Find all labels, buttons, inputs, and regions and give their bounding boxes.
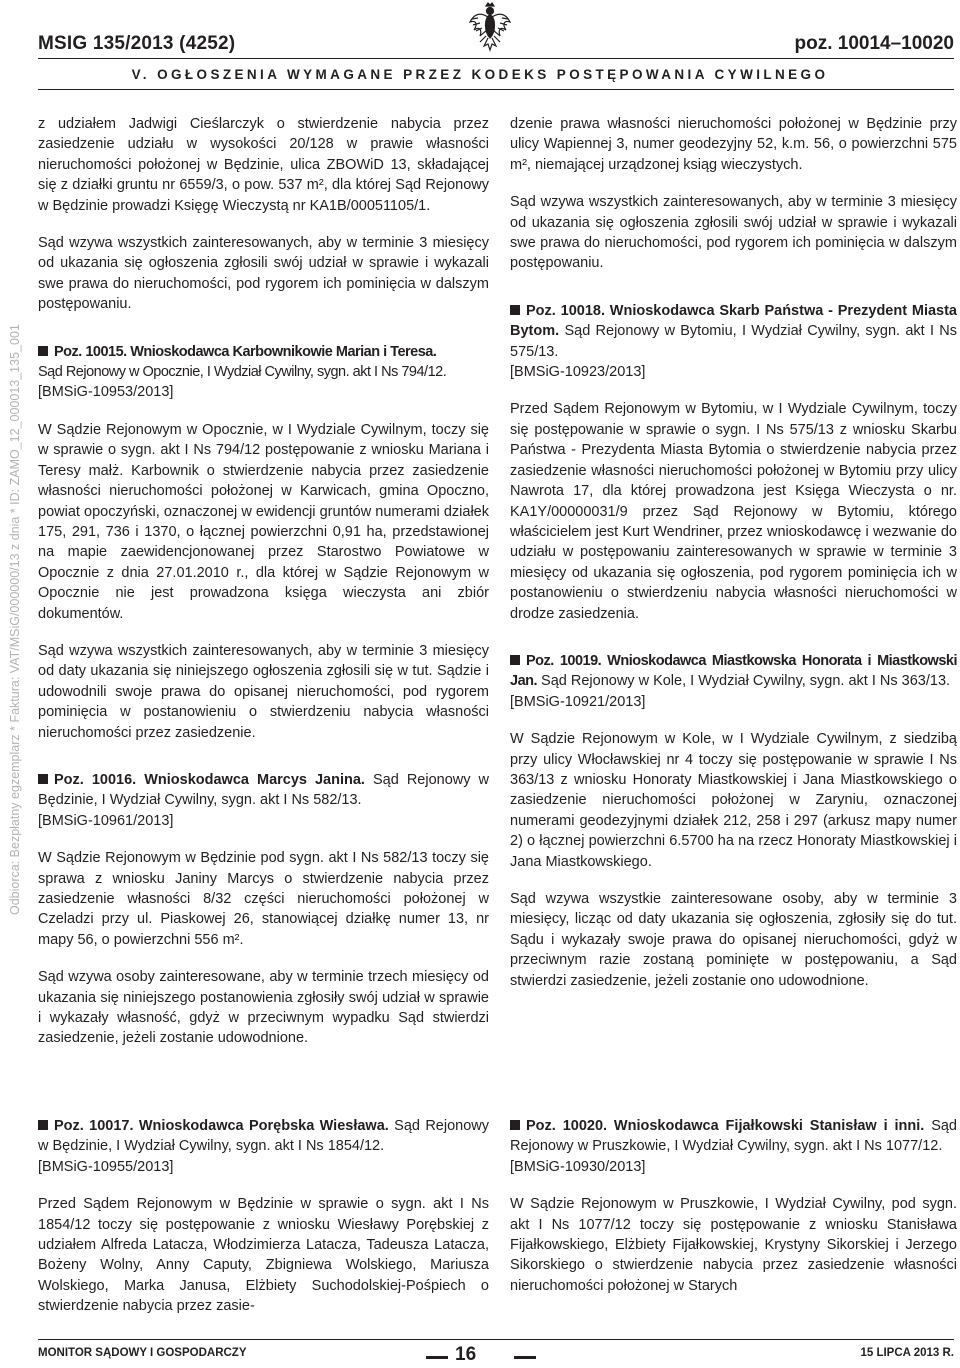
page-number: 16 [455, 1344, 477, 1365]
ref-code: [BMSiG-10961/2013] [38, 812, 174, 829]
entry-title: Poz. 10016. Wnioskodawca Marcys Janina. [54, 771, 365, 788]
ref-code: [BMSiG-10923/2013] [510, 364, 646, 381]
court-reference: Sąd Rejonowy w Pruszkowie, I Wydział Cywilny, sygn. akt I Ns 1077/12. [510, 1118, 957, 1155]
recipient-note: Odbiorca: Bezpłatny egzemplarz * Faktura: VAT/MSiG/000000/13 z dnia * ID: ZAMO_12_000013_135_001 [8, 324, 22, 915]
square-bullet-icon [38, 1120, 48, 1130]
paragraph: Sąd wzywa wszystkie zainteresowane osoby, aby w terminie 3 miesięcy, licząc od daty ukazania się ogłoszenia, zgłosiły się do tut. Sądu i wykazały swoje prawa do opisanej nieruchomości, gdyż w przeciwnym razie zostaną pominięte w postępowaniu, a Sąd stwierdzi zasiedzenie, jeżeli zostanie ono udowodnione. [510, 891, 957, 989]
section-title: V. OGŁOSZENIA WYMAGANE PRZEZ KODEKS POSTĘPOWANIA CYWILNEGO [131, 67, 829, 82]
square-bullet-icon [510, 305, 520, 315]
entry-title: Poz. 10017. Wnioskodawca Porębska Wiesława. [54, 1118, 389, 1134]
position-range: poz. 10014–10020 [794, 33, 954, 54]
footer-rule [38, 1339, 954, 1340]
entry-10015-header [38, 342, 489, 403]
left-column-bottom [38, 1116, 489, 1334]
publication-name: MONITOR SĄDOWY I GOSPODARCZY [38, 1347, 247, 1359]
paragraph: dzenie prawa własności nieruchomości położonej w Będzinie przy ulicy Wapiennej 3, numer geodezyjny 52, k.m. 56, o powierzchni 575 m², niemającej urządzonej ksiąg wieczystych. [510, 116, 957, 173]
court-reference: Sąd Rejonowy w Kole, I Wydział Cywilny, sygn. akt I Ns 363/13. [541, 673, 951, 690]
entry-title: Poz. 10019. Wnioskodawca Miastkowska Honorata i Miastkowski Jan. [510, 652, 957, 690]
page-dash-right [514, 1356, 536, 1359]
paragraph: W Sądzie Rejonowym w Będzinie pod sygn. akt I Ns 582/13 toczy się sprawa z wniosku Janiny Marcys o stwierdzenie nabycia przez zasiedzenie własności 8/32 części nieruchomości położonej w Czeladzi przy ul. Piaskowej 26, stanowiącej działkę numer 13, nr mapy 56, o powierzchni 556 m². [38, 850, 489, 948]
paragraph: W Sądzie Rejonowym w Pruszkowie, I Wydział Cywilny, pod sygn. akt I Ns 1077/12 toczy się postępowanie z wniosku Stanisława Fijałkowskiego, Elżbiety Fijałkowskiej, Krystyny Sikorskiej i Jerzego Sikorskiego o stwierdzenie nabycia przez zasiedzenie własności nieruchomości położonej w Starych [510, 1196, 957, 1294]
paragraph: z udziałem Jadwigi Cieślarczyk o stwierdzenie nabycia przez zasiedzenie udziału w wysokości 20/128 w prawie własności nieruchomości położonej w Będzinie, ulica ZBOWiD 13, składającej się z działki gruntu nr 6559/3, o pow. 537 m², dla której Sąd Rejonowy w Będzinie prowadzi Księgę Wieczystą nr KA1B/00051105/1. [38, 116, 489, 214]
court-reference: Sąd Rejonowy w Będzinie, I Wydział Cywilny, sygn. akt I Ns 582/13. [38, 771, 489, 809]
court-reference: Sąd Rejonowy w Bytomiu, I Wydział Cywilny, sygn. akt I Ns 575/13. [510, 323, 957, 360]
paragraph: W Sądzie Rejonowym w Kole, w I Wydziale Cywilnym, z siedzibą przy ulicy Włocławskiej nr 4 toczy się postępowanie w sprawie I Ns 363/13 z wniosku Honoraty Miastkowskiej i Jana Miastkowskiego o zasiedzenie nieruchomości położonej w Zaryniu, oznaczonej numerami geodezyjnymi działek 212, 258 i 297 (arkusz mapy numer 2) o łącznej powierzchni 6.5700 ha na rzecz Honoraty Miastkowskiej i Jana Miastkowskiego. [510, 731, 957, 870]
court-reference: Sąd Rejonowy w Opocznie, I Wydział Cywilny, sygn. akt I Ns 794/12. [38, 364, 447, 381]
publication-issue: MSIG 135/2013 (4252) [38, 33, 236, 54]
paragraph: Sąd wzywa wszystkich zainteresowanych, aby w terminie 3 miesięcy od ukazania się ogłoszenia zgłosili swój udział w sprawie i wykazali swe prawa do nieruchomości, pod rygorem ich pominięcia w dalszym postępowaniu. [38, 235, 489, 313]
entry-10018-header [510, 301, 957, 383]
entry-title: Poz. 10018. Wnioskodawca Skarb Państwa - Prezydent Miasta Bytom. [510, 302, 957, 340]
polish-eagle-icon [468, 2, 512, 52]
square-bullet-icon [510, 655, 520, 665]
entry-10019-header [510, 651, 957, 712]
entry-title: Poz. 10015. Wnioskodawca Karbownikowie Marian i Teresa. [54, 343, 437, 360]
section-rule [38, 89, 954, 90]
court-reference: Sąd Rejonowy w Będzinie, I Wydział Cywilny, sygn. akt I Ns 1854/12. [38, 1118, 490, 1155]
square-bullet-icon [510, 1120, 520, 1130]
right-column-bottom [510, 1116, 957, 1313]
ref-code: [BMSiG-10953/2013] [38, 384, 174, 401]
entry-10017-header [38, 1116, 489, 1177]
paragraph: Sąd wzywa osoby zainteresowane, aby w terminie trzech miesięcy od ukazania się niniejszego postanowienia zgłosiły swój udział w sprawie i wykazały własność, gdyż w przeciwnym wypadku Sąd stwierdzi zasiedzenie, jeżeli zostanie udowodnione. [38, 969, 489, 1047]
paragraph: W Sądzie Rejonowym w Opocznie, w I Wydziale Cywilnym, toczy się w sprawie o sygn. akt I Ns 794/12 postępowanie z wniosku Mariana i Teresy małż. Karbownik o stwierdzenie nabycia przez zasiedzenie własności nieruchomości położonej w Karwicach, gmina Opoczno, powiat opoczyński, oznaczonej w ewidencji gruntów numerami działek 175, 291, 736 i 1370, o łącznej powierzchni 0,91 ha, przedstawionej na mapie zaewidencjonowanej przez Starostwo Powiatowe w Opocznie z dnia 27.01.2010 r., dla której w Sądzie Rejonowym w Opocznie nie jest prowadzona księga wieczysta ani zbiór dokumentów. [38, 421, 489, 622]
ref-code: [BMSiG-10930/2013] [510, 1158, 646, 1175]
paragraph: Sąd wzywa wszystkich zainteresowanych, aby w terminie 3 miesięcy od daty ukazania się niniejszego ogłoszenia zgłosili się w tut. Sądzie i udowodnili swoje prawa do opisanej nieruchomości, pod rygorem pominięcia w postanowieniu o stwierdzeniu nabycia własności nieruchomości przez zasiedzenie. [38, 642, 489, 741]
paragraph: Przed Sądem Rejonowym w Bytomiu, w I Wydziale Cywilnym, toczy się postępowanie w sprawie o sygn. I Ns 575/13 z wniosku Skarbu Państwa - Prezydenta Miasta Bytomia o stwierdzenie nabycia przez zasiedzenie własności nieruchomości położonej w Bytomiu przy ulicy Nawrota 17, dla której prowadzona jest Księga Wieczysta o nr. KA1Y/00000031/9 przez Sąd Rejonowy w Bytomiu, którego właścicielem jest Kurt Wendriner, przez wnioskodawcę i wezwanie do udziału w postępowaniu zainteresowanych w sprawie w terminie 3 miesięcy od ukazania się ogłoszenia, pod rygorem pominięcia ich w postanowieniu o stwierdzeniu nabycia własności nieruchomości w drodze zasiedzenia. [510, 401, 957, 622]
paragraph: Przed Sądem Rejonowym w Będzinie w sprawie o sygn. akt I Ns 1854/12 toczy się postępowanie z wniosku Wiesławy Porębskiej z udziałem Alfreda Latacza, Włodzimierza Latacza, Tadeusza Latacza, Bożeny Wolny, Anny Caputy, Zbigniewa Wolskiego, Mariusza Wolskiego, Marka Janusa, Elżbiety Suchodolskiej-Pośpiech o stwierdzenie nabycia przez zasie- [38, 1196, 489, 1315]
page-dash-left [426, 1356, 448, 1359]
publication-date: 15 LIPCA 2013 R. [860, 1347, 954, 1359]
header-rule [38, 58, 954, 59]
square-bullet-icon [38, 346, 48, 356]
paragraph: Sąd wzywa wszystkich zainteresowanych, aby w terminie 3 miesięcy od ukazania się ogłoszenia zgłosili swój udział w sprawie i wykazali swe prawa do nieruchomości, pod rygorem ich pominięcia w dalszym postępowaniu. [510, 194, 957, 272]
entry-10020-header [510, 1116, 957, 1177]
entry-title: Poz. 10020. Wnioskodawca Fijałkowski Stanisław i inni. [526, 1118, 925, 1134]
square-bullet-icon [38, 774, 48, 784]
entry-10016-header [38, 770, 489, 831]
ref-code: [BMSiG-10921/2013] [510, 693, 646, 710]
right-column [510, 114, 957, 1008]
ref-code: [BMSiG-10955/2013] [38, 1158, 174, 1175]
left-column [38, 114, 489, 1066]
